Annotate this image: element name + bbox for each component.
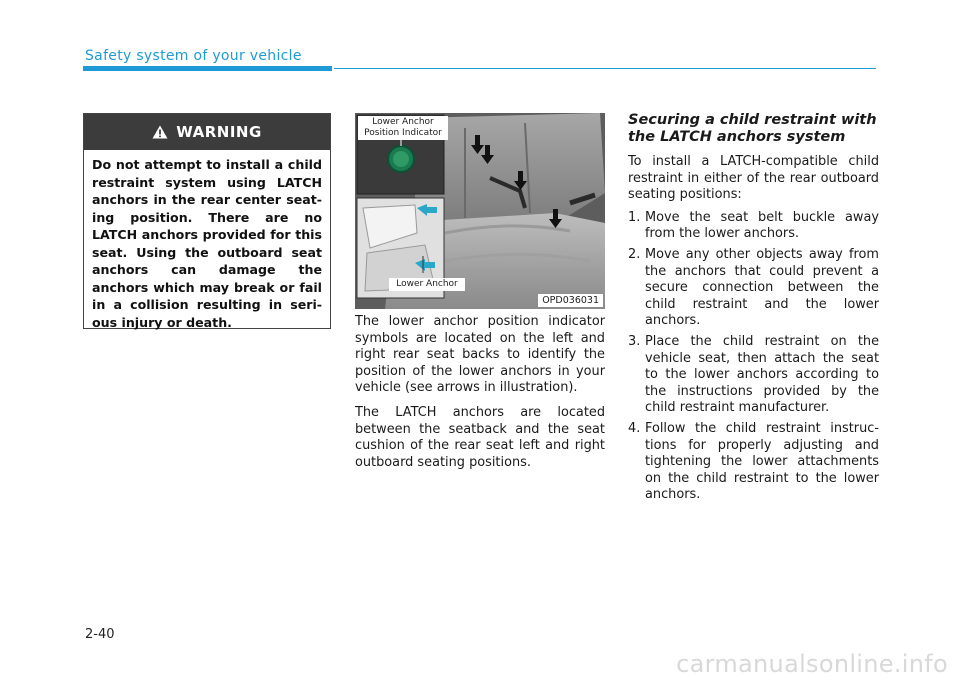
step-number: 1.: [628, 209, 641, 225]
step-number: 4.: [628, 420, 641, 436]
header-rule-thin: [334, 68, 876, 69]
step-text: Follow the child restraint instruc-tions for properly adjusting and tightening the lower attachments on the child restraint to the lower anchors.: [645, 420, 879, 503]
watermark: carmanualsonline.info: [676, 650, 948, 678]
step-text: Place the child restraint on the vehicle seat, then attach the seat to the lower anchors according to the instructions provided by the child restraint manufacturer.: [645, 333, 879, 416]
step-item: [628, 334, 879, 417]
middle-paragraph: The lower anchor position indicator symbols are located on the left and right rear seat backs to identify the position of the lower anchors in your vehicle (see arrows in illustration).: [355, 314, 605, 396]
header-rule-thick: [83, 66, 332, 71]
middle-column: [355, 314, 605, 479]
section-title: Safety system of your vehicle: [85, 48, 302, 64]
warning-header: [84, 114, 330, 150]
right-column: [628, 112, 879, 508]
page-number: 2-40: [85, 627, 115, 642]
seat-illustration: [355, 113, 605, 309]
figure-label-lower-anchor-position-indicator: Lower Anchor Position Indicator: [358, 116, 448, 140]
step-text: Move any other objects away from the anchors that could prevent a secure connection between the child restraint and the lower anchors.: [645, 246, 879, 329]
step-number: 2.: [628, 246, 641, 262]
step-item: [628, 210, 879, 243]
intro-paragraph: To install a LATCH-compatible child restraint in either of the rear outboard seating positions:: [628, 154, 879, 203]
section-heading: Securing a child restraint with the LATCH anchors system: [628, 112, 877, 145]
step-item: [628, 421, 879, 504]
warning-body: Do not attempt to install a child restraint system using LATCH anchors in the rear center seat-ing position. There are no LATCH anchors provided for this seat. Using the outboard seat anchors can damage the anchors which may break or fail in a collision resulting in seri-ous injury or death.: [92, 157, 322, 330]
warning-title: WARNING: [176, 123, 262, 141]
warning-box: [83, 113, 331, 329]
step-text: Move the seat belt buckle away from the lower anchors.: [645, 209, 879, 242]
steps-list: [628, 210, 879, 504]
warning-triangle-icon: [152, 125, 168, 139]
step-item: [628, 247, 879, 330]
figure-code: OPD036031: [538, 294, 603, 307]
figure-label-lower-anchor: Lower Anchor: [389, 278, 465, 291]
warning-text: [84, 150, 330, 331]
step-number: 3.: [628, 333, 641, 349]
middle-paragraph: The LATCH anchors are located between the seatback and the seat cushion of the rear seat left and right outboard seating positions.: [355, 404, 605, 470]
